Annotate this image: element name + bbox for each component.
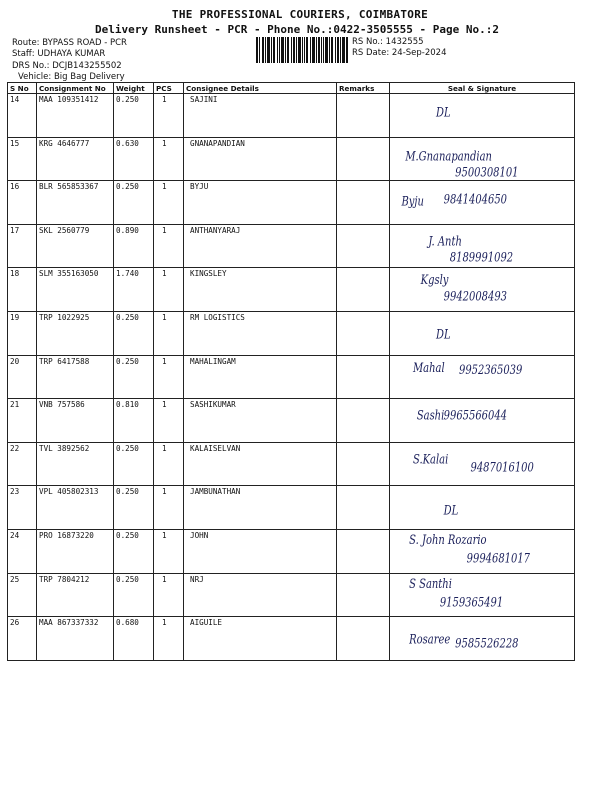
handwritten-signature: [390, 443, 574, 486]
signature-phone: 9965566044: [443, 407, 508, 423]
cell-consignment: TRP 1022925: [37, 311, 114, 355]
cell-pcs: 1: [154, 442, 184, 486]
cell-signature: [390, 137, 575, 181]
table-row: [8, 486, 575, 530]
cell-remarks: [337, 268, 390, 312]
cell-pcs: 1: [154, 311, 184, 355]
cell-remarks: [337, 181, 390, 225]
signature-name: J. Anth: [428, 232, 462, 249]
rs-number: RS No.: 1432555: [352, 37, 424, 47]
handwritten-signature: [390, 486, 574, 529]
cell-signature: [390, 355, 575, 399]
handwritten-signature: [390, 530, 574, 573]
col-consignee: Consignee Details: [184, 83, 337, 94]
vehicle-info: Vehicle: Big Bag Delivery: [18, 72, 125, 82]
cell-sno: 19: [8, 311, 37, 355]
cell-consignee: NRJ: [184, 573, 337, 617]
cell-consignment: TRP 6417588: [37, 355, 114, 399]
cell-signature: [390, 224, 575, 268]
cell-signature: [390, 573, 575, 617]
cell-pcs: 1: [154, 573, 184, 617]
cell-signature: [390, 311, 575, 355]
cell-pcs: 1: [154, 137, 184, 181]
cell-weight: 0.250: [114, 529, 154, 573]
cell-signature: [390, 399, 575, 443]
table-row: [8, 529, 575, 573]
signature-name: Mahal: [413, 359, 445, 376]
handwritten-signature: [390, 181, 574, 224]
cell-remarks: [337, 311, 390, 355]
cell-sno: 14: [8, 94, 37, 138]
cell-sno: 21: [8, 399, 37, 443]
cell-weight: 0.630: [114, 137, 154, 181]
cell-signature: [390, 617, 575, 661]
table-header-row: [8, 83, 575, 94]
cell-sno: 24: [8, 529, 37, 573]
cell-consignment: SLM 355163050: [37, 268, 114, 312]
signature-phone: 9159365491: [439, 593, 504, 610]
cell-consignment: TVL 3892562: [37, 442, 114, 486]
route-info: Route: BYPASS ROAD - PCR: [12, 38, 127, 48]
cell-weight: 0.250: [114, 355, 154, 399]
cell-weight: 0.250: [114, 181, 154, 225]
cell-sno: 16: [8, 181, 37, 225]
cell-pcs: 1: [154, 268, 184, 312]
drs-info: DRS No.: DCJB143255502: [12, 61, 122, 71]
signature-name: S.Kalai: [413, 450, 449, 467]
cell-signature: [390, 181, 575, 225]
rs-date: RS Date: 24-Sep-2024: [352, 48, 447, 58]
cell-pcs: 1: [154, 181, 184, 225]
cell-consignee: GNANAPANDIAN: [184, 137, 337, 181]
cell-pcs: 1: [154, 529, 184, 573]
signature-phone: 9585526228: [455, 635, 519, 651]
signature-name: M.Gnanapandian: [405, 147, 492, 164]
handwritten-signature: [390, 356, 574, 399]
cell-sno: 25: [8, 573, 37, 617]
cell-remarks: [337, 137, 390, 181]
cell-consignment: SKL 2560779: [37, 224, 114, 268]
cell-weight: 0.810: [114, 399, 154, 443]
col-pcs: PCS: [154, 83, 184, 94]
cell-remarks: [337, 355, 390, 399]
table-row: [8, 94, 575, 138]
cell-pcs: 1: [154, 355, 184, 399]
cell-sno: 26: [8, 617, 37, 661]
cell-weight: 0.250: [114, 94, 154, 138]
handwritten-signature: [390, 225, 574, 268]
cell-signature: [390, 486, 575, 530]
signature-name: Rosaree: [409, 631, 451, 647]
cell-signature: [390, 94, 575, 138]
cell-consignee: MAHALINGAM: [184, 355, 337, 399]
handwritten-signature: [390, 617, 574, 660]
signature-phone: 9942008493: [443, 288, 508, 305]
staff-info: Staff: UDHAYA KUMAR: [12, 49, 106, 59]
signature-phone: 9994681017: [466, 549, 531, 566]
runsheet-table: [7, 82, 575, 661]
cell-consignee: BYJU: [184, 181, 337, 225]
cell-consignee: RM LOGISTICS: [184, 311, 337, 355]
cell-remarks: [337, 573, 390, 617]
table-row: [8, 399, 575, 443]
cell-remarks: [337, 399, 390, 443]
cell-weight: 0.680: [114, 617, 154, 661]
handwritten-signature: [390, 312, 574, 355]
cell-remarks: [337, 529, 390, 573]
cell-remarks: [337, 224, 390, 268]
signature-phone: 9487016100: [470, 458, 534, 475]
handwritten-signature: [390, 399, 574, 442]
col-consignment: Consignment No: [37, 83, 114, 94]
cell-consignee: SAJINI: [184, 94, 337, 138]
signature-name: S. John Rozario: [409, 531, 487, 548]
signature-phone: 9952365039: [459, 361, 523, 378]
cell-weight: 0.250: [114, 573, 154, 617]
cell-pcs: 1: [154, 224, 184, 268]
cell-remarks: [337, 442, 390, 486]
signature-name: DL: [436, 325, 451, 342]
table-row: [8, 137, 575, 181]
signature-name: Sashi: [416, 407, 445, 423]
cell-consignee: JOHN: [184, 529, 337, 573]
table-row: [8, 573, 575, 617]
table-row: [8, 311, 575, 355]
signature-phone: 9500308101: [455, 163, 519, 180]
cell-weight: 1.740: [114, 268, 154, 312]
barcode-image: [256, 37, 348, 63]
cell-remarks: [337, 94, 390, 138]
col-sno: S No: [8, 83, 37, 94]
cell-consignee: KALAISELVAN: [184, 442, 337, 486]
table-row: [8, 268, 575, 312]
cell-weight: 0.250: [114, 311, 154, 355]
signature-name: DL: [443, 502, 459, 519]
table-row: [8, 224, 575, 268]
cell-pcs: 1: [154, 399, 184, 443]
signature-name: S Santhi: [409, 575, 452, 592]
document-subtitle: Delivery Runsheet - PCR - Phone No.:0422-3505555 - Page No.:2: [95, 23, 499, 36]
cell-consignee: ANTHANYARAJ: [184, 224, 337, 268]
signature-name: Byju: [401, 193, 424, 209]
cell-weight: 0.250: [114, 486, 154, 530]
cell-consignment: KRG 4646777: [37, 137, 114, 181]
cell-sno: 15: [8, 137, 37, 181]
col-weight: Weight: [114, 83, 154, 94]
cell-weight: 0.890: [114, 224, 154, 268]
table-row: [8, 442, 575, 486]
cell-pcs: 1: [154, 94, 184, 138]
col-signature: Seal & Signature: [390, 83, 575, 94]
signature-phone: 9841404650: [443, 191, 508, 207]
document-title: THE PROFESSIONAL COURIERS, COIMBATORE: [171, 8, 429, 21]
cell-consignment: BLR 565853367: [37, 181, 114, 225]
cell-remarks: [337, 617, 390, 661]
table-row: [8, 355, 575, 399]
cell-sno: 22: [8, 442, 37, 486]
cell-pcs: 1: [154, 617, 184, 661]
cell-consignee: JAMBUNATHAN: [184, 486, 337, 530]
cell-consignee: AIGUILE: [184, 617, 337, 661]
cell-consignment: VPL 405802313: [37, 486, 114, 530]
cell-weight: 0.250: [114, 442, 154, 486]
cell-signature: [390, 529, 575, 573]
handwritten-signature: [390, 138, 574, 181]
cell-sno: 18: [8, 268, 37, 312]
signature-name: DL: [436, 103, 451, 120]
cell-consignment: PRO 16873220: [37, 529, 114, 573]
handwritten-signature: [390, 94, 574, 137]
cell-consignment: VNB 757586: [37, 399, 114, 443]
handwritten-signature: [390, 268, 574, 311]
signature-name: Kgsly: [420, 272, 449, 288]
cell-signature: [390, 442, 575, 486]
cell-signature: [390, 268, 575, 312]
cell-sno: 20: [8, 355, 37, 399]
cell-consignee: SASHIKUMAR: [184, 399, 337, 443]
table-row: [8, 181, 575, 225]
table-row: [8, 617, 575, 661]
signature-phone: 8189991092: [449, 248, 514, 265]
cell-sno: 17: [8, 224, 37, 268]
handwritten-signature: [390, 574, 574, 617]
cell-consignment: TRP 7804212: [37, 573, 114, 617]
cell-remarks: [337, 486, 390, 530]
cell-sno: 23: [8, 486, 37, 530]
cell-consignment: MAA 109351412: [37, 94, 114, 138]
cell-consignee: KINGSLEY: [184, 268, 337, 312]
cell-consignment: MAA 867337332: [37, 617, 114, 661]
col-remarks: Remarks: [337, 83, 390, 94]
cell-pcs: 1: [154, 486, 184, 530]
